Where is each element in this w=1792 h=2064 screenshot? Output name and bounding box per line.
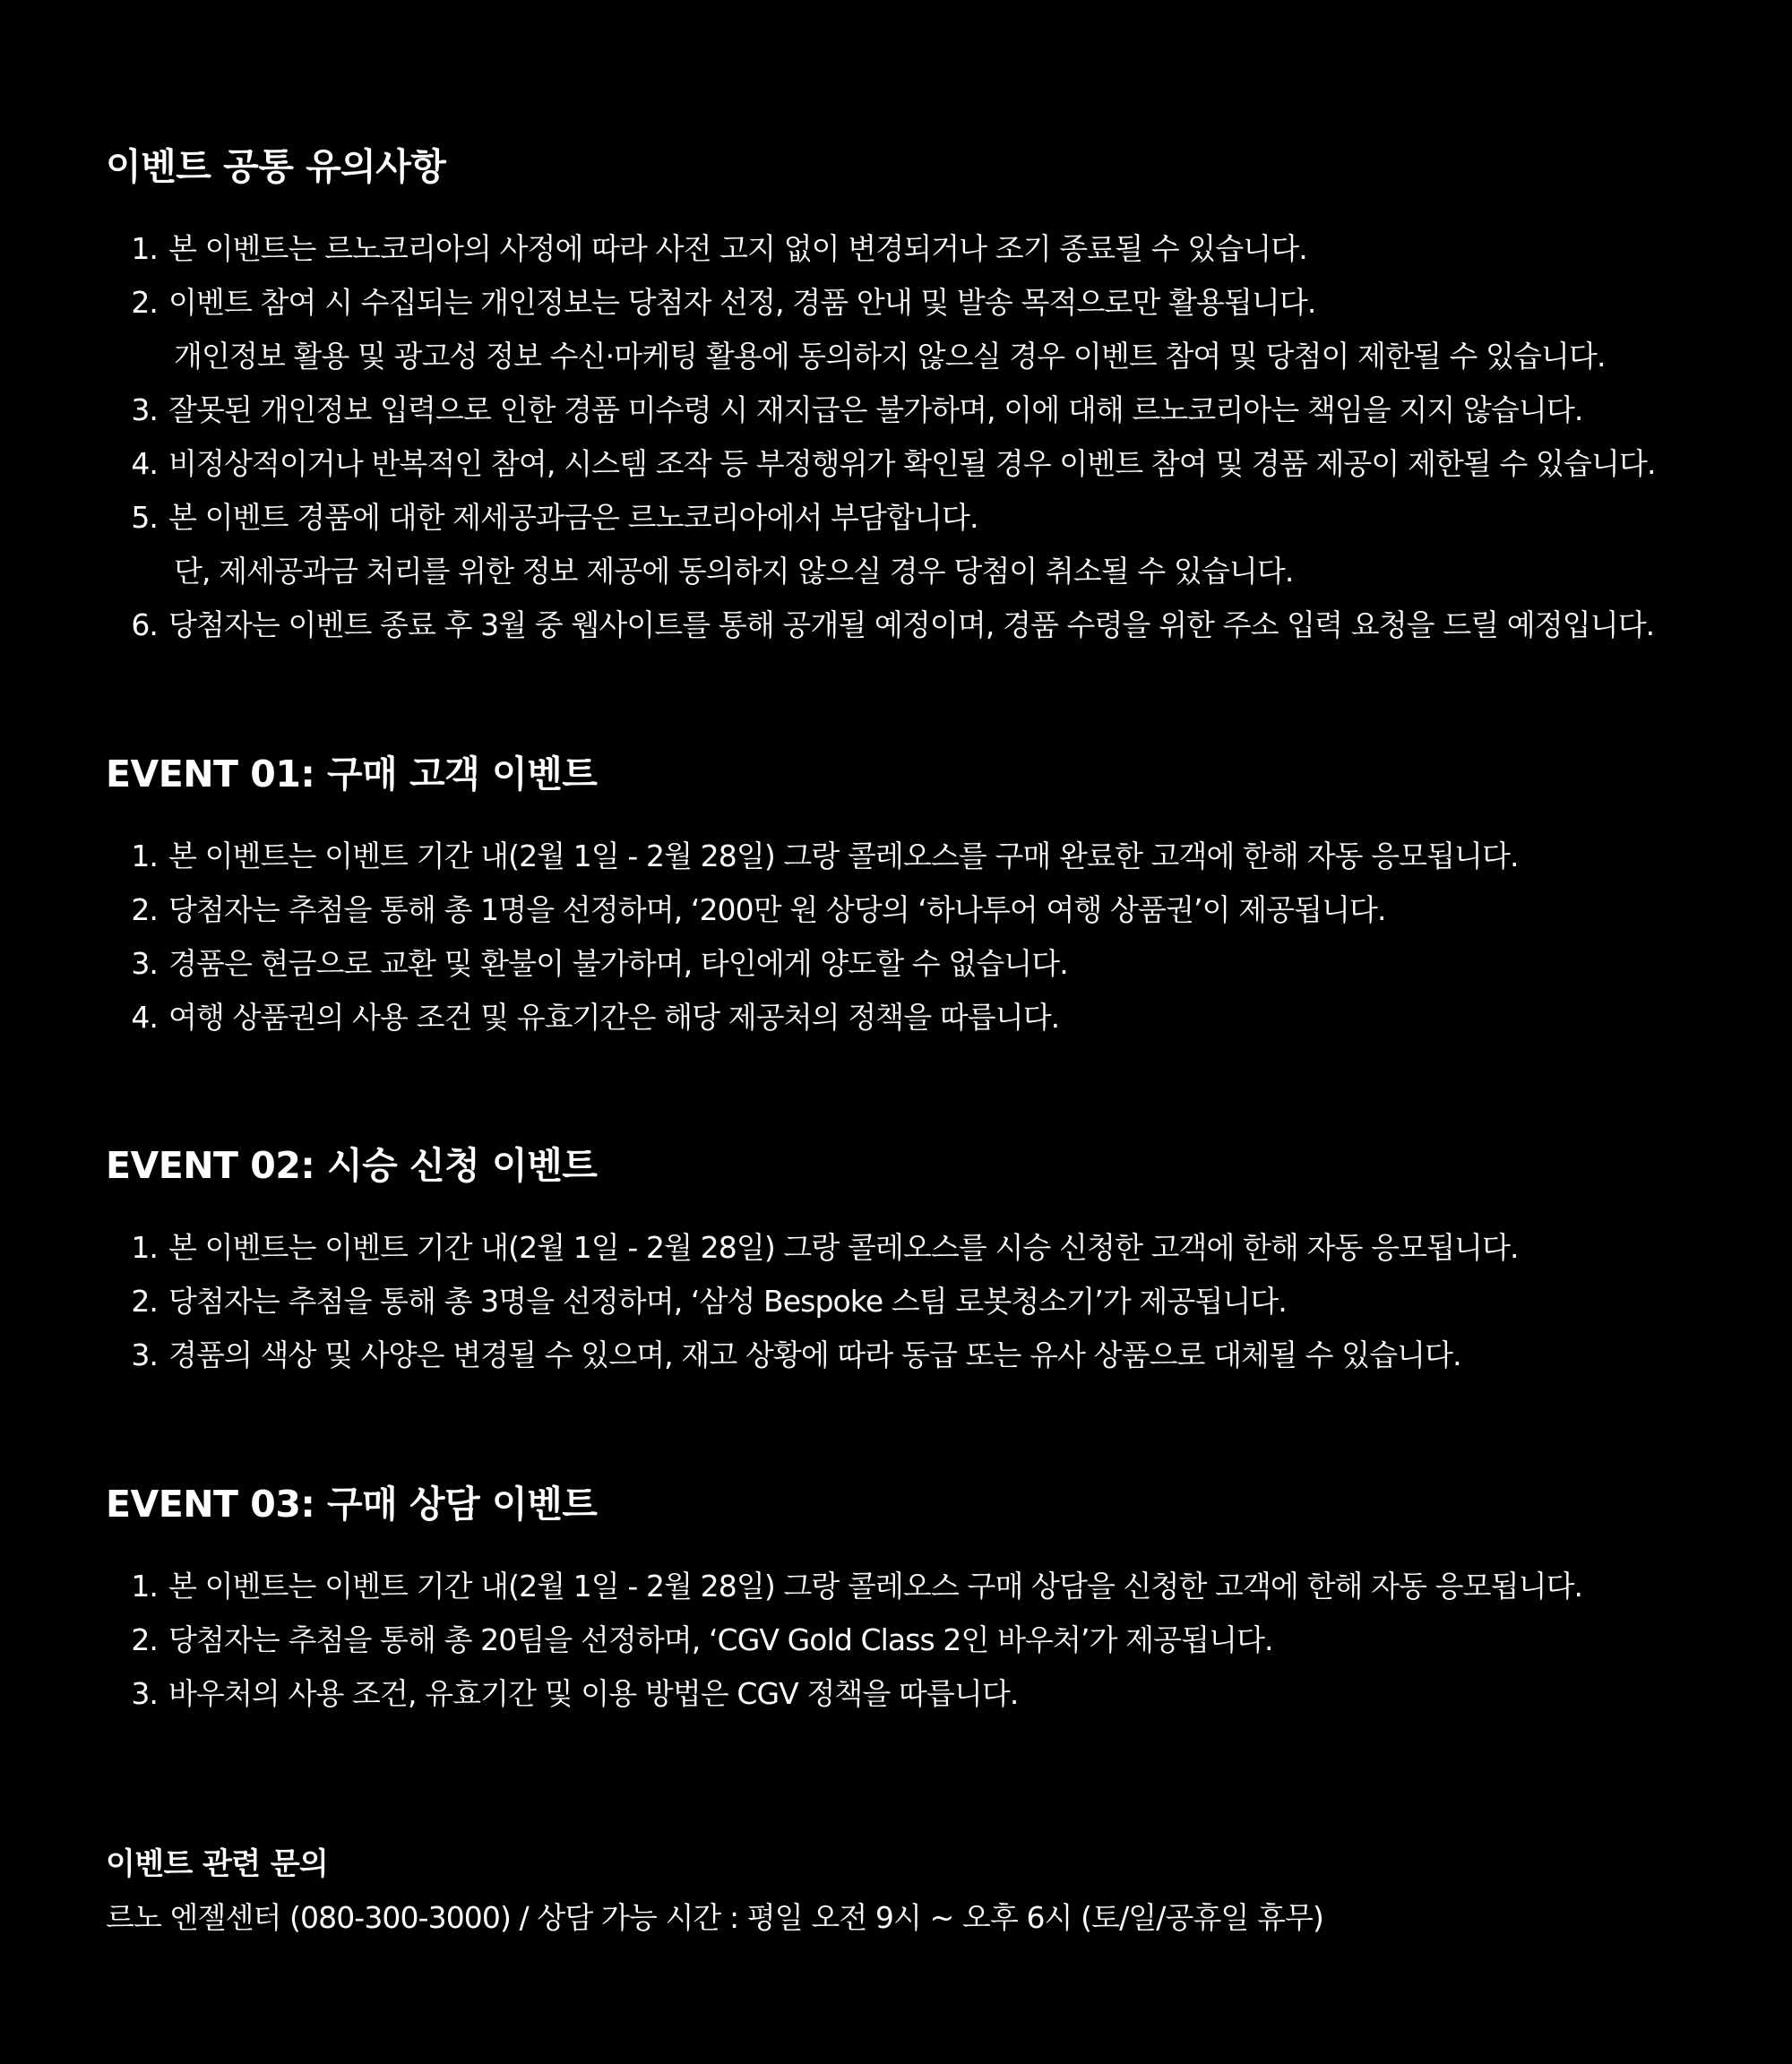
event02-list [106,1221,1519,1382]
list-item [106,222,1656,276]
list-item [106,830,1519,883]
list-item [106,937,1519,991]
list-item [106,1613,1582,1667]
contact-title: 이벤트 관련 문의 [106,1846,329,1882]
item-number: 4. [131,1000,158,1035]
list-item [106,491,1656,545]
item-text: 여행 상품권의 사용 조건 및 유효기간은 해당 제공처의 정책을 따릅니다. [168,1000,1060,1035]
contact-info: 르노 엔젤센터 (080-300-3000) / 상담 가능 시간 : 평일 오전 9시 ~ 오후 6시 (토/일/공휴일 휴무) [106,1900,1323,1935]
item-number: 3. [131,1337,158,1372]
item-number: 1. [131,1569,158,1604]
contact-section [106,1837,1323,1945]
item-number: 3. [131,946,158,981]
item-text: 당첨자는 이벤트 종료 후 3월 중 웹사이트를 통해 공개될 예정이며, 경품 수령을 위한 주소 입력 요청을 드릴 예정입니다. [168,607,1655,642]
item-text: 경품의 색상 및 사양은 변경될 수 있으며, 재고 상황에 따라 동급 또는 유사 상품으로 대체될 수 있습니다. [168,1337,1461,1372]
item-text: 경품은 현금으로 교환 및 환불이 불가하며, 타인에게 양도할 수 없습니다. [168,946,1068,981]
list-item-continuation [106,330,1656,383]
list-item [106,383,1656,437]
item-text: 개인정보 활용 및 광고성 정보 수신·마케팅 활용에 동의하지 않으실 경우 이벤트 참여 및 당첨이 제한될 수 있습니다. [174,339,1606,374]
event01-section [106,749,1519,1045]
item-text: 본 이벤트는 이벤트 기간 내(2월 1일 - 2월 28일) 그랑 콜레오스를 시승 신청한 고객에 한해 자동 응모됩니다. [168,1230,1519,1265]
list-item-continuation [106,545,1656,598]
common-notes-list [106,222,1656,652]
item-text: 본 이벤트는 이벤트 기간 내(2월 1일 - 2월 28일) 그랑 콜레오스 구매 상담을 신청한 고객에 한해 자동 응모됩니다. [168,1569,1583,1604]
event01-list [106,830,1519,1045]
item-number: 3. [131,1676,158,1711]
list-item [106,437,1656,491]
list-item [106,1275,1519,1329]
item-number: 2. [131,1284,158,1319]
event02-title: EVENT 02: 시승 신청 이벤트 [106,1144,598,1187]
item-number: 1. [131,838,158,873]
item-text: 본 이벤트는 이벤트 기간 내(2월 1일 - 2월 28일) 그랑 콜레오스를 구매 완료한 고객에 한해 자동 응모됩니다. [168,838,1519,873]
list-item [106,1329,1519,1382]
list-item [106,1560,1582,1613]
item-text: 단, 제세공과금 처리를 위한 정보 제공에 동의하지 않으실 경우 당첨이 취소될 수 있습니다. [174,554,1294,589]
item-text: 당첨자는 추첨을 통해 총 1명을 선정하며, ‘200만 원 상당의 ‘하나투어 여행 상품권’이 제공됩니다. [168,892,1386,927]
list-item [106,991,1519,1045]
item-text: 이벤트 참여 시 수집되는 개인정보는 당첨자 선정, 경품 안내 및 발송 목적으로만 활용됩니다. [168,285,1316,320]
event03-section [106,1479,1582,1721]
item-number: 2. [131,892,158,927]
item-number: 3. [131,392,158,427]
item-text: 당첨자는 추첨을 통해 총 3명을 선정하며, ‘삼성 Bespoke 스팀 로봇청소기’가 제공됩니다. [168,1284,1287,1319]
item-number: 1. [131,1230,158,1265]
list-item [106,598,1656,652]
item-text: 비정상적이거나 반복적인 참여, 시스템 조작 등 부정행위가 확인될 경우 이벤트 참여 및 경품 제공이 제한될 수 있습니다. [168,446,1656,481]
item-number: 5. [131,500,158,535]
list-item [106,1667,1582,1721]
item-text: 본 이벤트는 르노코리아의 사정에 따라 사전 고지 없이 변경되거나 조기 종료될 수 있습니다. [168,231,1307,266]
item-number: 2. [131,1622,158,1657]
event02-section [106,1140,1519,1382]
common-notes-section [106,142,1656,652]
event03-list [106,1560,1582,1721]
item-text: 당첨자는 추첨을 통해 총 20팀을 선정하며, ‘CGV Gold Class 2인 바우처’가 제공됩니다. [168,1622,1273,1657]
common-notes-title: 이벤트 공통 유의사항 [106,145,446,188]
item-number: 2. [131,285,158,320]
item-number: 1. [131,231,158,266]
list-item [106,883,1519,937]
list-item [106,276,1656,330]
item-text: 잘못된 개인정보 입력으로 인한 경품 미수령 시 재지급은 불가하며, 이에 대해 르노코리아는 책임을 지지 않습니다. [168,392,1583,427]
event01-title: EVENT 01: 구매 고객 이벤트 [106,752,598,796]
item-number: 4. [131,446,158,481]
item-text: 바우처의 사용 조건, 유효기간 및 이용 방법은 CGV 정책을 따릅니다. [168,1676,1019,1711]
event03-title: EVENT 03: 구매 상담 이벤트 [106,1483,598,1526]
list-item [106,1221,1519,1275]
item-text: 본 이벤트 경품에 대한 제세공과금은 르노코리아에서 부담합니다. [168,500,978,535]
item-number: 6. [131,607,158,642]
